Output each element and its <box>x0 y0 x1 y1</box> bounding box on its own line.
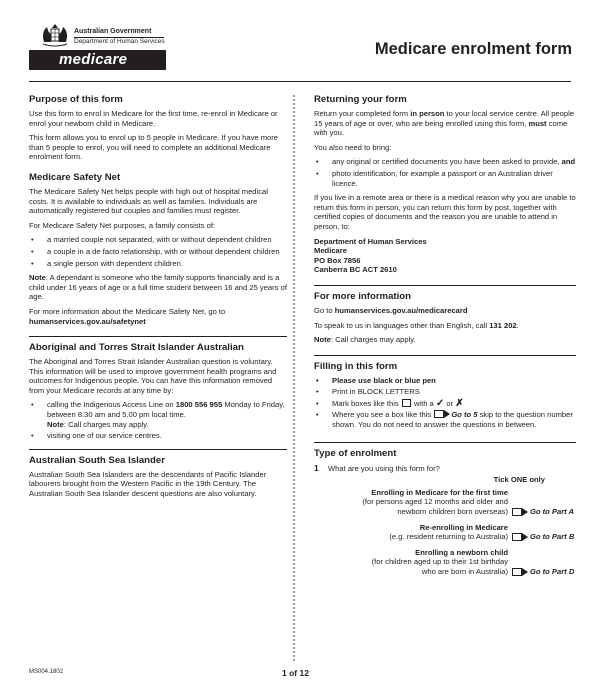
address-line: Medicare <box>314 246 347 256</box>
list-item: • Print in BLOCK LETTERS <box>314 387 576 397</box>
text: To speak to us in languages other than English, call <box>314 320 490 330</box>
address-line: Department of Human Services <box>314 236 427 246</box>
more-info-section <box>314 285 576 345</box>
re-enrol-checkbox[interactable] <box>512 533 522 541</box>
list-item: • photo identification, for example a passport or an Australian driver licence. <box>314 169 576 188</box>
more-info-note <box>314 335 576 345</box>
item-text: Where you see a box like this <box>332 410 432 420</box>
goto-example: Go to 5 <box>451 410 478 420</box>
list-item: • visiting one of our service centres. <box>29 431 287 441</box>
filling-heading: Filling in this form <box>314 355 576 373</box>
page-number: 1 of 12 <box>282 668 309 678</box>
option-newborn <box>314 548 576 577</box>
list-item <box>314 157 576 167</box>
atsi-heading: Aboriginal and Torres Strait Islander Australian <box>29 336 287 354</box>
option-detail: (for persons aged 12 months and older and <box>362 497 508 507</box>
more-text: For more information about the Medicare Safety Net, go to <box>29 306 226 316</box>
left-column <box>29 94 287 504</box>
address-line: Canberra BC ACT 2610 <box>314 265 397 275</box>
filling-list <box>314 376 576 430</box>
note-label: Note <box>314 335 331 345</box>
option-title: Enrolling a newborn child <box>415 547 508 557</box>
atsi-p1: The Aboriginal and Torres Strait Islander Australian question is voluntary. This information will be used to improve government health programs and outcomes for Indigenous people. You can have this information removed from your Medicare records at any time by: <box>29 357 277 395</box>
question-1 <box>314 464 576 474</box>
option-detail: who are born in Australia) <box>421 567 508 576</box>
more-info-heading: For more information <box>314 285 576 303</box>
option-checkbox-wrap <box>508 507 576 517</box>
address-line: PO Box 7856 <box>314 255 361 265</box>
note-text: : A dependant is someone who the family supports financially and is a child under 16 years of age or a full time student between 16 and 25 years of age. <box>29 273 287 302</box>
returning-heading: Returning your form <box>314 94 407 105</box>
item-text: Mark boxes like this <box>332 398 399 408</box>
list-item <box>314 410 576 429</box>
option-text <box>362 488 508 517</box>
text: come with you. <box>314 118 568 138</box>
indigenous-phone: 1800 556 955 <box>175 400 223 410</box>
south-sea-heading: Australian South Sea Islander <box>29 449 287 467</box>
text: to your local service centre. All people 15 years of age or over, who are being enrolled using this form, <box>314 109 575 128</box>
south-sea-p1: Australian South Sea Islanders are the descendants of Pacific Islander labourers brought from the Western Pacific in the 19th Century. The Australian South Sea Islander descent questions are also voluntary. <box>29 469 267 499</box>
in-person-text: in person <box>410 109 445 118</box>
text: . <box>516 320 519 330</box>
item-text: calling the Indigenous Access Line on <box>47 400 176 410</box>
option-text <box>372 548 508 577</box>
cross-icon: ✗ <box>455 397 464 409</box>
note-text: : Call charges may apply. <box>63 419 149 429</box>
filling-section <box>314 355 576 430</box>
option-detail: (for children aged up to their 1st birthday <box>371 557 508 567</box>
gov-line-1: Australian Government <box>74 28 152 35</box>
safety-net-more <box>29 307 287 326</box>
safety-net-p2: For Medicare Safety Net purposes, a family consists of: <box>29 220 216 230</box>
note-label: Note <box>47 419 64 429</box>
list-item: • a couple in a de facto relationship, with or without dependent children <box>29 247 287 257</box>
option-text <box>389 523 508 542</box>
option-title: Enrolling in Medicare for the first time <box>371 487 508 497</box>
item-text: Monday to Friday, between 8.30 am and 5.00 pm local time. <box>47 400 285 420</box>
header-rule <box>29 81 571 82</box>
right-column <box>314 94 576 583</box>
enrolment-options <box>314 488 576 577</box>
option-title: Re-enrolling in Medicare <box>419 522 508 532</box>
safety-net-section <box>29 172 287 326</box>
south-sea-section <box>29 449 287 499</box>
form-title: Medicare enrolment form <box>374 40 572 58</box>
first-time-checkbox[interactable] <box>512 508 522 516</box>
note-text: : Call charges may apply. <box>330 335 416 345</box>
gov-rule <box>74 37 164 38</box>
list-item <box>314 399 576 409</box>
question-number: 1 <box>314 462 319 473</box>
goto-arrow-icon <box>434 410 444 418</box>
option-detail: newborn children born overseas) <box>397 507 508 517</box>
goto-part-a: Go to Part A <box>530 507 575 517</box>
goto-part-b: Go to Part B <box>530 532 575 542</box>
purpose-p1: Use this form to enrol in Medicare for the first time, re-enrol in Medicare or enrol your newborn child in Medicare. <box>29 109 278 128</box>
question-text: What are you using this form for? <box>328 463 440 473</box>
option-detail: (e.g. resident returning to Australia) <box>389 532 508 542</box>
and-text: and <box>561 157 576 167</box>
medicare-logo: medicare <box>29 50 166 70</box>
returning-p1 <box>314 109 576 138</box>
tick-icon: ✓ <box>435 397 445 409</box>
list-item: • a single person with dependent children. <box>29 259 287 269</box>
option-checkbox-wrap <box>508 567 576 577</box>
column-divider <box>293 95 295 661</box>
purpose-p2: This form allows you to enrol up to 5 people in Medicare. If you have more than 5 people to enrol, you will need to complete an additional Medicare enrolment form. <box>29 133 279 162</box>
form-code: MS004.1802 <box>29 669 64 675</box>
purpose-heading: Purpose of this form <box>29 94 123 105</box>
example-checkbox <box>402 399 411 407</box>
note-label: Note <box>29 273 46 283</box>
list-item: • a married couple not separated, with or without dependent children <box>29 235 287 245</box>
bring-list <box>314 157 576 188</box>
returning-p3: If you live in a remote area or there is a medical reason why you are unable to return this form in person, you can return this form by post, together with certified copies of documents and the reason you are unable to attend in person, to: <box>314 193 576 231</box>
safetynet-link[interactable]: humanservices.gov.au/safetynet <box>29 316 146 326</box>
safety-net-p1: The Medicare Safety Net helps people with high out of hospital medical costs. It is available to individuals as well as families. Individuals are automatically registered but couples and families must register. <box>29 186 268 216</box>
language-phone: 131 202 <box>489 320 517 330</box>
more-info-p2 <box>314 321 576 331</box>
item-text: skip to the question number shown. You do not need to answer the questions in between. <box>332 410 573 430</box>
returning-section <box>314 94 576 275</box>
safety-net-heading: Medicare Safety Net <box>29 171 121 183</box>
newborn-checkbox[interactable] <box>512 568 522 576</box>
option-first-time <box>314 488 576 517</box>
option-re-enrol <box>314 523 576 542</box>
type-heading: Type of enrolment <box>314 442 576 460</box>
coat-of-arms-icon <box>40 22 70 48</box>
option-checkbox-wrap <box>508 532 576 542</box>
dependant-note <box>29 273 287 302</box>
item-text: with a <box>413 398 434 408</box>
text: Return your completed form <box>314 109 411 118</box>
item-text: any original or certified documents you have been asked to provide, <box>332 157 562 167</box>
purpose-section <box>29 94 287 162</box>
list-item <box>29 400 287 429</box>
tick-one-instruction: Tick ONE only <box>493 475 545 485</box>
gov-line-2: Department of Human Services <box>74 38 165 45</box>
more-info-p1 <box>314 306 576 316</box>
list-item: • Please use black or blue pen <box>314 376 576 386</box>
medicarecard-link[interactable]: humanservices.gov.au/medicarecard <box>334 305 468 315</box>
family-list <box>29 235 287 268</box>
atsi-list <box>29 400 287 440</box>
item-text: or <box>446 398 454 408</box>
type-section <box>314 442 576 577</box>
must-text: must <box>528 118 547 128</box>
returning-p2: You also need to bring: <box>314 142 392 152</box>
atsi-section <box>29 336 287 441</box>
text: Go to <box>314 305 335 315</box>
postal-address <box>314 237 576 275</box>
goto-part-d: Go to Part D <box>530 567 575 576</box>
